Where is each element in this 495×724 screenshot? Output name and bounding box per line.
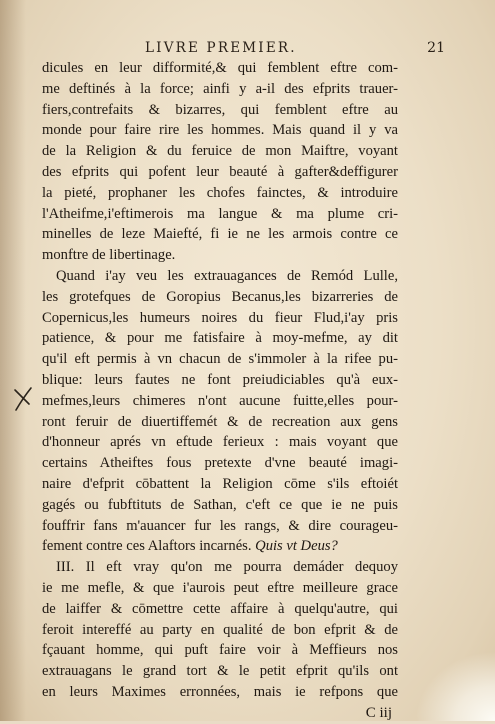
text-line: en leurs Maximes erronnées, mais ie refpons que [42,683,398,700]
page-header [145,40,445,60]
page-number: 21 [427,40,445,56]
text-line: ie me mefle, & que i'aurois peut eftre meilleure grace [42,579,398,596]
text-line: de laiffer & cōmettre cette affaire à quelqu'autre, qui [42,600,398,617]
text-line: Copernicus,les humeurs noires du fieur Flud,i'ay pris [42,309,398,326]
italic-quote: Quis vt Deus? [255,538,338,555]
text-line: l'Atheifme,i'eftimerois ma langue & ma plume cri- [42,205,398,222]
body-text [42,58,398,724]
text-line: mefmes,leurs chimeres n'ont aucune fuitte,elles pour- [42,392,398,409]
text-line: qu'il eft permis à vn chacun de s'immoler à la rifee pu- [42,351,398,368]
running-title: LIVRE PREMIER. [145,40,297,56]
text-line: patience, & pour me fatisfaire à moy-mefme, ay dit [42,330,398,347]
text-line: d'honneur aprés vn eftude ferieux : mais voyant que [42,434,398,451]
text-line: ront feruir de diuertiffemét & de recreation aux gens [42,413,398,430]
text-line: fouffrir fans m'auancer fur les rangs, & dire courageu- [42,517,398,534]
text-line: me deftinés à la force; ainfi y a-il des efprits trauer- [42,80,398,97]
text-line: monde pour faire rire les hommes. Mais quand il y va [42,122,398,139]
text-line: naire d'efprit cōbattent la Religion cōme s'ils eftoiét [42,475,398,492]
text-line: extrauagans le grand tort & le petit efprit qu'ils ont [42,663,398,680]
text-line: dicules en leur difformité,& qui femblent eftre com- [42,60,398,76]
signature-mark: C iij [365,704,392,721]
text-line: fiers,contrefaits & bizarres, qui femblent eftre au [42,101,398,118]
text-line: la pieté, prophaner les chofes fainctes, & introduire [42,184,398,201]
text-line: gagés ou fubftituts de Sathan, c'eft ce que ie ne puis [42,496,398,513]
text-line: les grotefques de Goropius Becanus,les bizarreries de [42,288,398,305]
text-line-with-italic [42,536,398,557]
text-line: fçauant homme, qui puft faire voir à Meffieurs nos [42,642,398,659]
text-line: minelles de leze Maiefté, fi ie ne les armois contre ce [42,226,398,243]
pen-mark-icon [11,384,41,414]
paragraph-start-line: Quand i'ay veu les extrauagances de Remód Lulle, [56,267,398,284]
text-line: des efprits qui pofent leur beauté à gafter&deffigurer [42,163,398,180]
text-line: de la Religion & du feruice de mon Maiftre, voyant [42,143,398,160]
text-line: monftre de libertinage. [42,247,176,264]
text-line: blique: leurs fautes ne font preiudiciables qu'à eux- [42,371,398,388]
text-line-part: fement contre ces Alaftors incarnés. [42,538,252,555]
text-line: feroit intereffé au party en qualité de bon efprit & de [42,621,398,638]
text-line: certains Atheiftes fous pretexte d'vne beauté imagi- [42,455,398,472]
section-start-line: III. Il eft vray qu'on me pourra demáder dequoy [56,559,398,576]
